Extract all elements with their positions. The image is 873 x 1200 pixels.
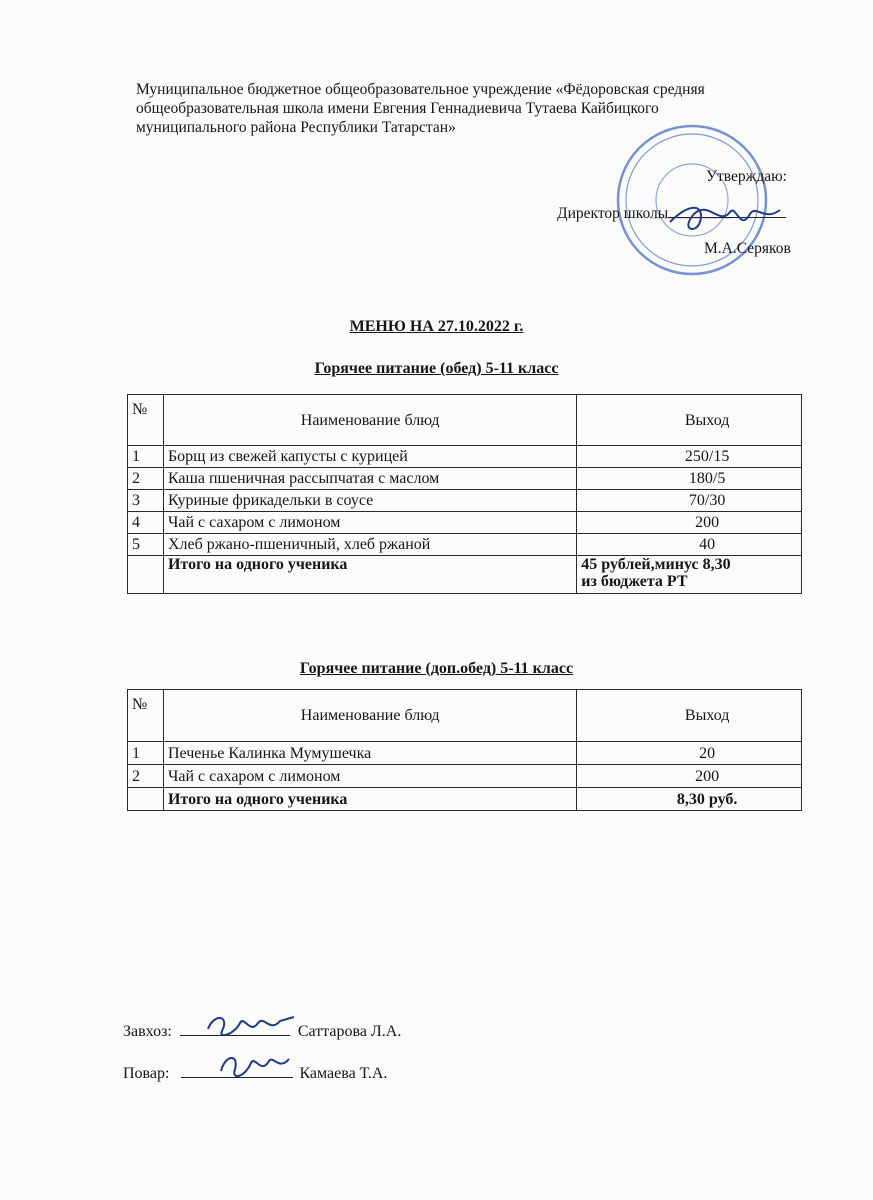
director-signature-icon — [660, 192, 790, 242]
col-name-header: Наименование блюд — [163, 395, 576, 446]
row-name: Чай с сахаром с лимоном — [163, 765, 576, 788]
row-name: Куриные фрикадельки в соусе — [163, 490, 576, 512]
table-row — [128, 468, 802, 490]
table-row — [128, 534, 802, 556]
total-value-line-1: 45 рублей,минус 8,30 — [581, 556, 731, 573]
row-name: Печенье Калинка Мумушечка — [163, 742, 576, 765]
row-num: 1 — [128, 446, 164, 468]
table-total-row — [128, 788, 802, 811]
row-name: Чай с сахаром с лимоном — [163, 512, 576, 534]
menu-title: МЕНЮ НА 27.10.2022 г. — [349, 318, 524, 335]
cook-name: Камаева Т.А. — [299, 1065, 388, 1082]
row-name: Каша пшеничная рассыпчатая с маслом — [163, 468, 576, 490]
row-num: 3 — [128, 490, 164, 512]
table-row — [128, 512, 802, 534]
table-header-row — [128, 690, 802, 742]
table1-caption: Горячее питание (обед) 5-11 класс — [314, 360, 559, 377]
header-line-1: Муниципальное бюджетное общеобразовательное учреждение «Фёдоровская средняя — [136, 81, 705, 98]
row-num: 4 — [128, 512, 164, 534]
col-num-header: № — [128, 690, 164, 742]
table-header-row — [128, 395, 802, 446]
col-num-header: № — [128, 395, 164, 446]
director-name: М.А.Серяков — [704, 240, 791, 257]
row-out: 20 — [577, 742, 802, 765]
row-out: 200 — [577, 512, 802, 534]
row-out: 200 — [577, 765, 802, 788]
manager-signature-icon — [200, 1005, 300, 1045]
row-out: 70/30 — [577, 490, 802, 512]
col-name-header: Наименование блюд — [163, 690, 576, 742]
row-num: 2 — [128, 468, 164, 490]
table-row — [128, 490, 802, 512]
row-num: 2 — [128, 765, 164, 788]
director-position-text: Директор школы — [557, 205, 669, 222]
manager-role: Завхоз: — [123, 1023, 172, 1040]
row-out: 40 — [577, 534, 802, 556]
row-num-empty — [128, 788, 164, 811]
header-line-3: муниципального района Республики Татарстан» — [136, 119, 456, 136]
row-num: 5 — [128, 534, 164, 556]
row-out: 250/15 — [577, 446, 802, 468]
table2-caption: Горячее питание (доп.обед) 5-11 класс — [299, 660, 574, 677]
row-num-empty — [128, 556, 164, 594]
table-row — [128, 446, 802, 468]
row-num: 1 — [128, 742, 164, 765]
col-out-header: Выход — [577, 395, 802, 446]
total-value-line-2: из бюджета РТ — [581, 573, 688, 590]
total-label: Итого на одного ученика — [163, 788, 576, 811]
manager-name: Саттарова Л.А. — [297, 1023, 402, 1040]
total-value — [577, 556, 802, 594]
row-name: Хлеб ржано-пшеничный, хлеб ржаной — [163, 534, 576, 556]
header-line-2: общеобразовательная школа имени Евгения Геннадиевича Тутаева Кайбицкого — [136, 100, 659, 117]
col-out-header: Выход — [577, 690, 802, 742]
total-label: Итого на одного ученика — [163, 556, 576, 594]
table-total-row — [128, 556, 802, 594]
cook-signature-icon — [215, 1045, 295, 1085]
cook-role: Повар: — [123, 1065, 170, 1082]
lunch-menu-table — [127, 394, 802, 594]
extra-lunch-menu-table — [127, 689, 802, 811]
table-row — [128, 765, 802, 788]
row-name: Борщ из свежей капусты с курицей — [163, 446, 576, 468]
total-value: 8,30 руб. — [577, 788, 802, 811]
approval-label: Утверждаю: — [706, 168, 787, 185]
table-row — [128, 742, 802, 765]
row-out: 180/5 — [577, 468, 802, 490]
